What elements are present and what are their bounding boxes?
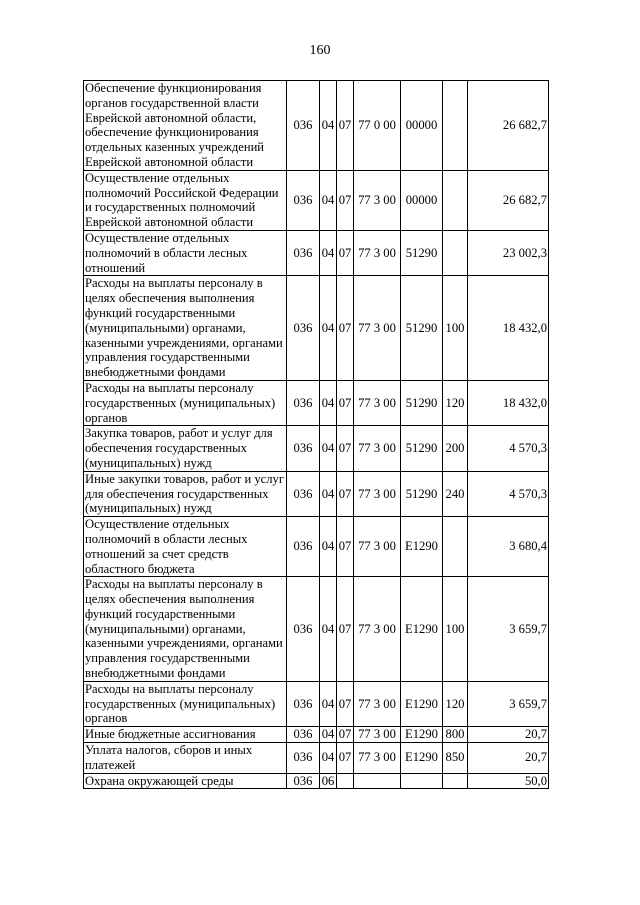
gr-code-cell: 036 xyxy=(287,471,320,516)
rz-code-cell: 04 xyxy=(320,426,337,471)
vr-code-cell: 800 xyxy=(443,727,468,743)
direction-code-cell: Е1290 xyxy=(401,743,443,774)
row-name-cell: Иные закупки товаров, работ и услуг для обеспечения государственных (муниципальных) нужд xyxy=(84,471,287,516)
program-code-cell: 77 3 00 xyxy=(354,471,401,516)
direction-code-cell: Е1290 xyxy=(401,517,443,577)
program-code-cell: 77 3 00 xyxy=(354,426,401,471)
gr-code-cell: 036 xyxy=(287,743,320,774)
rz-code-cell: 04 xyxy=(320,727,337,743)
row-name-cell: Осуществление отдельных полномочий в области лесных отношений за счет средств областного бюджета xyxy=(84,517,287,577)
pr-code-cell: 07 xyxy=(337,727,354,743)
table-row xyxy=(84,773,549,789)
amount-cell: 3 680,4 xyxy=(468,517,549,577)
table-row xyxy=(84,81,549,171)
rz-code-cell: 04 xyxy=(320,517,337,577)
row-name-cell: Закупка товаров, работ и услуг для обеспечения государственных (муниципальных) нужд xyxy=(84,426,287,471)
amount-cell: 18 432,0 xyxy=(468,380,549,425)
rz-code-cell: 06 xyxy=(320,773,337,789)
pr-code-cell: 07 xyxy=(337,471,354,516)
gr-code-cell: 036 xyxy=(287,81,320,171)
program-code-cell: 77 3 00 xyxy=(354,727,401,743)
program-code-cell: 77 3 00 xyxy=(354,230,401,275)
direction-code-cell xyxy=(401,773,443,789)
rz-code-cell: 04 xyxy=(320,681,337,726)
gr-code-cell: 036 xyxy=(287,517,320,577)
table-row xyxy=(84,681,549,726)
vr-code-cell: 240 xyxy=(443,471,468,516)
direction-code-cell: 51290 xyxy=(401,230,443,275)
gr-code-cell: 036 xyxy=(287,426,320,471)
pr-code-cell: 07 xyxy=(337,743,354,774)
gr-code-cell: 036 xyxy=(287,727,320,743)
pr-code-cell xyxy=(337,773,354,789)
direction-code-cell: 00000 xyxy=(401,170,443,230)
gr-code-cell: 036 xyxy=(287,380,320,425)
program-code-cell: 77 3 00 xyxy=(354,170,401,230)
amount-cell: 3 659,7 xyxy=(468,577,549,682)
gr-code-cell: 036 xyxy=(287,230,320,275)
amount-cell: 4 570,3 xyxy=(468,471,549,516)
program-code-cell: 77 3 00 xyxy=(354,276,401,381)
amount-cell: 20,7 xyxy=(468,743,549,774)
gr-code-cell: 036 xyxy=(287,276,320,381)
pr-code-cell: 07 xyxy=(337,230,354,275)
rz-code-cell: 04 xyxy=(320,170,337,230)
rz-code-cell: 04 xyxy=(320,471,337,516)
row-name-cell: Расходы на выплаты персоналу в целях обеспечения выполнения функций государственными (муниципальными) органами, казенными учреждениями, органами управления государственными внебюджетными фондами xyxy=(84,577,287,682)
pr-code-cell: 07 xyxy=(337,276,354,381)
program-code-cell: 77 3 00 xyxy=(354,743,401,774)
vr-code-cell: 200 xyxy=(443,426,468,471)
direction-code-cell: 51290 xyxy=(401,380,443,425)
rz-code-cell: 04 xyxy=(320,380,337,425)
program-code-cell: 77 3 00 xyxy=(354,681,401,726)
row-name-cell: Расходы на выплаты персоналу в целях обеспечения выполнения функций государственными (муниципальными) органами, казенными учреждениями, органами управления государственными внебюджетными фондами xyxy=(84,276,287,381)
program-code-cell: 77 3 00 xyxy=(354,577,401,682)
program-code-cell: 77 3 00 xyxy=(354,380,401,425)
row-name-cell: Уплата налогов, сборов и иных платежей xyxy=(84,743,287,774)
vr-code-cell: 120 xyxy=(443,380,468,425)
budget-table xyxy=(83,80,549,789)
direction-code-cell: 51290 xyxy=(401,276,443,381)
vr-code-cell xyxy=(443,773,468,789)
program-code-cell: 77 3 00 xyxy=(354,517,401,577)
direction-code-cell: 51290 xyxy=(401,426,443,471)
vr-code-cell xyxy=(443,170,468,230)
gr-code-cell: 036 xyxy=(287,773,320,789)
rz-code-cell: 04 xyxy=(320,276,337,381)
table-row xyxy=(84,577,549,682)
table-row xyxy=(84,380,549,425)
table-row xyxy=(84,276,549,381)
vr-code-cell xyxy=(443,81,468,171)
table-row xyxy=(84,727,549,743)
table-row xyxy=(84,426,549,471)
table-row xyxy=(84,471,549,516)
vr-code-cell xyxy=(443,230,468,275)
budget-table-body xyxy=(84,81,549,789)
rz-code-cell: 04 xyxy=(320,577,337,682)
rz-code-cell: 04 xyxy=(320,81,337,171)
row-name-cell: Иные бюджетные ассигнования xyxy=(84,727,287,743)
pr-code-cell: 07 xyxy=(337,380,354,425)
pr-code-cell: 07 xyxy=(337,81,354,171)
table-row xyxy=(84,230,549,275)
pr-code-cell: 07 xyxy=(337,426,354,471)
pr-code-cell: 07 xyxy=(337,517,354,577)
vr-code-cell xyxy=(443,517,468,577)
row-name-cell: Осуществление отдельных полномочий Российской Федерации и государственных полномочий Еврейской автономной области xyxy=(84,170,287,230)
page-number: 160 xyxy=(309,43,331,58)
table-row xyxy=(84,743,549,774)
direction-code-cell: 00000 xyxy=(401,81,443,171)
amount-cell: 23 002,3 xyxy=(468,230,549,275)
direction-code-cell: Е1290 xyxy=(401,577,443,682)
table-row xyxy=(84,170,549,230)
amount-cell: 20,7 xyxy=(468,727,549,743)
direction-code-cell: Е1290 xyxy=(401,727,443,743)
gr-code-cell: 036 xyxy=(287,681,320,726)
vr-code-cell: 120 xyxy=(443,681,468,726)
pr-code-cell: 07 xyxy=(337,170,354,230)
amount-cell: 50,0 xyxy=(468,773,549,789)
rz-code-cell: 04 xyxy=(320,230,337,275)
vr-code-cell: 100 xyxy=(443,276,468,381)
row-name-cell: Расходы на выплаты персоналу государственных (муниципальных) органов xyxy=(84,681,287,726)
program-code-cell xyxy=(354,773,401,789)
table-row xyxy=(84,517,549,577)
amount-cell: 26 682,7 xyxy=(468,81,549,171)
amount-cell: 4 570,3 xyxy=(468,426,549,471)
amount-cell: 18 432,0 xyxy=(468,276,549,381)
program-code-cell: 77 0 00 xyxy=(354,81,401,171)
row-name-cell: Осуществление отдельных полномочий в области лесных отношений xyxy=(84,230,287,275)
row-name-cell: Обеспечение функционирования органов государственной власти Еврейской автономной области, обеспечение функционирования отдельных казенных учреждений Еврейской автономной области xyxy=(84,81,287,171)
vr-code-cell: 100 xyxy=(443,577,468,682)
direction-code-cell: 51290 xyxy=(401,471,443,516)
amount-cell: 26 682,7 xyxy=(468,170,549,230)
row-name-cell: Расходы на выплаты персоналу государственных (муниципальных) органов xyxy=(84,380,287,425)
vr-code-cell: 850 xyxy=(443,743,468,774)
rz-code-cell: 04 xyxy=(320,743,337,774)
row-name-cell: Охрана окружающей среды xyxy=(84,773,287,789)
gr-code-cell: 036 xyxy=(287,170,320,230)
pr-code-cell: 07 xyxy=(337,577,354,682)
amount-cell: 3 659,7 xyxy=(468,681,549,726)
direction-code-cell: Е1290 xyxy=(401,681,443,726)
gr-code-cell: 036 xyxy=(287,577,320,682)
pr-code-cell: 07 xyxy=(337,681,354,726)
